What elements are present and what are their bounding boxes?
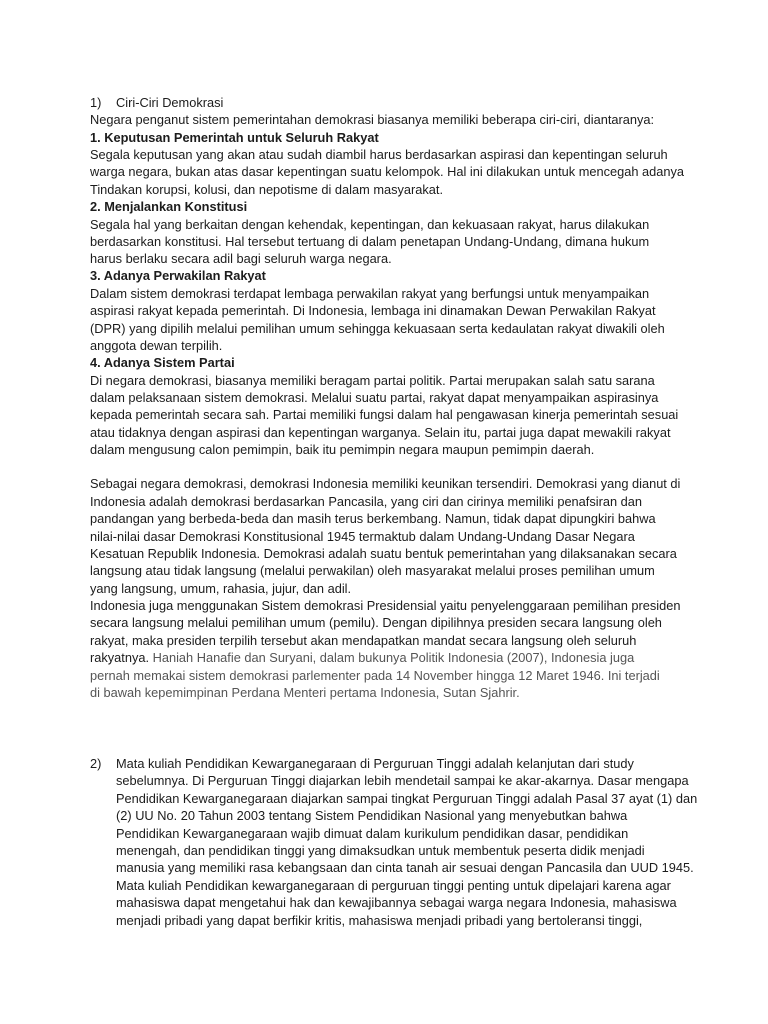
pancasila-line-3: pandangan yang berbeda-beda dan masih terus berkembang. Namun, tidak dapat dipungkiri bahwa	[90, 511, 656, 526]
point-4-line-1: Di negara demokrasi, biasanya memiliki beragam partai politik. Partai merupakan salah satu sarana	[90, 373, 655, 388]
section-2-line-9: mahasiswa dapat mengetahui hak dan kewajibannya sebagai warga negara Indonesia, mahasiswa	[116, 895, 677, 910]
presidensial-line-3: rakyat, maka presiden terpilih tersebut akan mendapatkan mandat secara langsung oleh seluruh	[90, 633, 637, 648]
gray-line-2: di bawah kepemimpinan Perdana Menteri pertama Indonesia, Sutan Sjahrir.	[90, 685, 520, 700]
pancasila-line-4: nilai-nilai dasar Demokrasi Konstitusional 1945 termaktub dalam Undang-Undang Dasar Negara	[90, 529, 635, 544]
section-2-line-8: Mata kuliah Pendidikan kewarganegaraan di perguruan tinggi penting untuk dipelajari karena agar	[116, 878, 671, 893]
section-2-line-6: menengah, dan pendidikan tinggi yang dimaksudkan untuk membentuk peserta didik menjadi	[116, 843, 645, 858]
section-1-intro: Negara penganut sistem pemerintahan demokrasi biasanya memiliki beberapa ciri-ciri, diantaranya:	[90, 112, 655, 127]
presidensial-line-4	[90, 649, 634, 666]
point-1-line-3: Tindakan korupsi, kolusi, dan nepotisme di dalam masyarakat.	[90, 182, 444, 197]
point-4-line-2: dalam pelaksanaan sistem demokrasi. Melalui suatu partai, rakyat dapat menyampaikan aspirasinya	[90, 390, 659, 405]
presidensial-gray-text: Haniah Hanafie dan Suryani, dalam bukunya Politik Indonesia (2007), Indonesia juga	[149, 650, 635, 665]
point-3-line-2: aspirasi rakyat kepada pemerintah. Di Indonesia, lembaga ini dinamakan Dewan Perwakilan Rakyat	[90, 303, 656, 318]
point-3-heading: 3. Adanya Perwakilan Rakyat	[90, 268, 266, 283]
point-4-line-3: kepada pemerintah secara sah. Partai memiliki fungsi dalam hal pengawasan kinerja pemerintah sesuai	[90, 407, 679, 422]
section-2-line-1: Mata kuliah Pendidikan Kewarganegaraan di Perguruan Tinggi adalah kelanjutan dari study	[116, 756, 634, 771]
point-2-line-2: berdasarkan konstitusi. Hal tersebut tertuang di dalam penetapan Undang-Undang, dimana hukum	[90, 234, 650, 249]
point-2-line-1: Segala hal yang berkaitan dengan kehendak, kepentingan, dan kekuasaan rakyat, harus dilakukan	[90, 217, 650, 232]
point-3-line-4: anggota dewan terpilih.	[90, 338, 223, 353]
point-1-heading: 1. Keputusan Pemerintah untuk Seluruh Rakyat	[90, 130, 379, 145]
section-2-number: 2)	[90, 756, 102, 771]
section-2-line-7: manusia yang memiliki rasa kebangsaan dan cinta tanah air sesuai dengan Pancasila dan UUD 1945.	[116, 860, 694, 875]
point-1-line-2: warga negara, bukan atas dasar kepentingan suatu kelompok. Hal ini dilakukan untuk mencegah adanya	[90, 164, 685, 179]
presidensial-dark-text: rakyatnya.	[90, 650, 150, 665]
pancasila-line-5: Kesatuan Republik Indonesia. Demokrasi adalah suatu bentuk pemerintahan yang dilaksanakan secara	[90, 546, 677, 561]
section-2-line-2: sebelumnya. Di Perguruan Tinggi diajarkan lebih mendetail sampai ke akar-akarnya. Dasar mengapa	[116, 773, 689, 788]
pancasila-line-6: langsung atau tidak langsung (melalui perwakilan) oleh masyarakat melalui proses pemilihan umum	[90, 563, 655, 578]
pancasila-line-2: Indonesia adalah demokrasi berdasarkan Pancasila, yang ciri dan cirinya memiliki penafsiran dan	[90, 494, 642, 509]
point-4-line-4: atau tidaknya dengan aspirasi dan kepentingan warganya. Selain itu, partai juga dapat mewakili rakyat	[90, 425, 671, 440]
point-4-line-5: dalam mengusung calon pemimpin, baik itu pemimpin negara maupun pemimpin daerah.	[90, 442, 595, 457]
presidensial-line-1: Indonesia juga menggunakan Sistem demokrasi Presidensial yaitu penyelenggaraan pemilihan presiden	[90, 598, 681, 613]
section-2-line-4: (2) UU No. 20 Tahun 2003 tentang Sistem Pendidikan Nasional yang menyebutkan bahwa	[116, 808, 628, 823]
section-2-line-3: Pendidikan Kewarganegaraan diajarkan sampai tingkat Perguruan Tinggi adalah Pasal 37 ayat (1) dan	[116, 791, 698, 806]
point-1-line-1: Segala keputusan yang akan atau sudah diambil harus berdasarkan aspirasi dan kepentingan seluruh	[90, 147, 668, 162]
point-3-line-1: Dalam sistem demokrasi terdapat lembaga perwakilan rakyat yang berfungsi untuk menyampaikan	[90, 286, 650, 301]
pancasila-line-1: Sebagai negara demokrasi, demokrasi Indonesia memiliki keunikan tersendiri. Demokrasi yang dianut di	[90, 476, 681, 491]
gray-line-1: pernah memakai sistem demokrasi parlementer pada 14 November hingga 12 Maret 1946. Ini terjadi	[90, 668, 660, 683]
point-4-heading: 4. Adanya Sistem Partai	[90, 355, 235, 370]
point-3-line-3: (DPR) yang dipilih melalui pemilihan umum sehingga kekuasaan serta kedaulatan rakyat diwakili oleh	[90, 321, 665, 336]
section-2-line-10: menjadi pribadi yang dapat berfikir kritis, mahasiswa menjadi pribadi yang bertoleransi tinggi,	[116, 913, 643, 928]
point-2-line-3: harus berlaku secara adil bagi seluruh warga negara.	[90, 251, 392, 266]
presidensial-line-2: secara langsung melalui pemilihan umum (pemilu). Dengan dipilihnya presiden secara langsung oleh	[90, 615, 662, 630]
section-2-line-5: Pendidikan Kewarganegaraan wajib dimuat dalam kurikulum pendidikan dasar, pendidikan	[116, 826, 629, 841]
section-1-number: 1)	[90, 95, 102, 110]
pancasila-line-7: yang langsung, umum, rahasia, jujur, dan adil.	[90, 581, 352, 596]
point-2-heading: 2. Menjalankan Konstitusi	[90, 199, 248, 214]
section-1-title: Ciri-Ciri Demokrasi	[116, 95, 224, 110]
